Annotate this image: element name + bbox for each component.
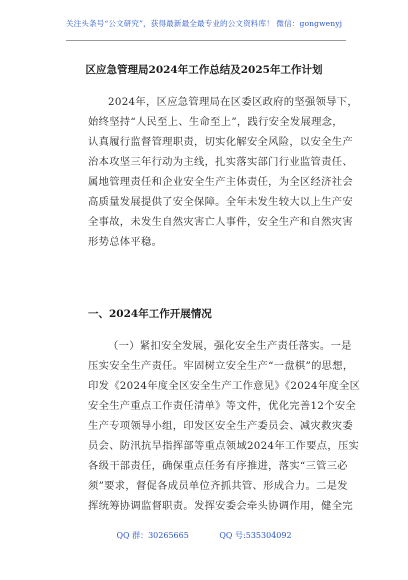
body-line: 各级干部责任，确保重点任务有序推进，落实“三管三必 xyxy=(88,460,348,472)
body-line: 压实安全生产责任。牢固树立安全生产“一盘棋”的思想， xyxy=(88,360,354,372)
intro-line: 始终坚持“人民至上、生命至上”，践行安全发展理念， xyxy=(88,116,343,128)
section-heading: 一、2024年工作开展情况 xyxy=(88,308,212,320)
intro-line: 形势总体平稳。 xyxy=(88,236,163,248)
header-divider xyxy=(66,40,346,41)
body-line: 印发《2024年度全区安全生产工作意见》《2024年度全区 xyxy=(88,380,361,392)
body-paragraph xyxy=(88,336,361,516)
intro-line: 全事故，未发生自然灾害亡人事件，安全生产和自然灾害 xyxy=(88,216,353,228)
intro-line: 高质量发展提供了安全保障。全年未发生较大以上生产安 xyxy=(88,196,353,208)
body-line: （一）紧扣安全发展，强化安全生产责任落实。一是 xyxy=(108,340,352,352)
footer-contact xyxy=(0,530,408,541)
intro-line: 属地管理责任和企业安全生产主体责任，为全区经济社会 xyxy=(88,176,353,188)
footer-qq-number: QQ 号:535304092 xyxy=(219,531,292,540)
intro-line: 2024年，区应急管理局在区委区政府的坚强领导下， xyxy=(108,96,358,108)
footer-qq-group: QQ 群：30265665 xyxy=(116,531,189,540)
intro-line: 治本攻坚三年行动为主线，扎实落实部门行业监管责任、 xyxy=(88,156,353,168)
body-line: 须”要求，督促各成员单位齐抓共管、形成合力。二是发 xyxy=(88,480,348,492)
intro-paragraph xyxy=(88,92,358,252)
body-line: 挥统筹协调监督职责。发挥安委会牵头协调作用，健全完 xyxy=(88,500,353,512)
intro-line: 认真履行监督管理职责，切实化解安全风险，以安全生产 xyxy=(88,136,353,148)
body-line: 安全生产重点工作责任清单》等文件，优化完善12个安全 xyxy=(88,400,357,412)
document-title: 区应急管理局2024年工作总结及2025年工作计划 xyxy=(85,64,323,76)
header-banner: 关注头条号“公文研究”，获得最新最全最专业的公文资料库！ 微信：gongwenyj xyxy=(65,19,343,28)
body-line: 员会、防汛抗旱指挥部等重点领域2024年工作要点，压实 xyxy=(88,440,360,452)
body-line: 生产专项领导小组，印发区安全生产委员会、减灾救灾委 xyxy=(88,420,353,432)
